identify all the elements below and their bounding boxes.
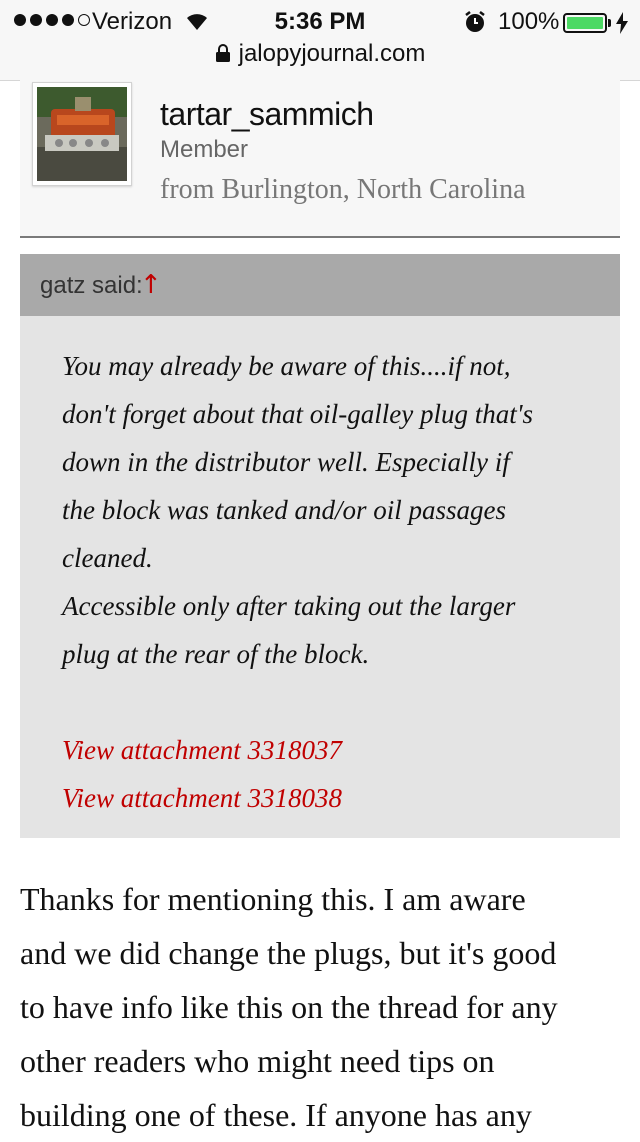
attachment-link[interactable]: View attachment 3318038 [62,783,342,813]
quote-line: the block was tanked and/or oil passages [62,495,506,525]
browser-top-bar [0,0,640,81]
post-line: to have info like this on the thread for any [20,989,558,1025]
quote-text [62,342,602,678]
quote-author: gatz said: [40,272,143,299]
quote-line: don't forget about that oil-galley plug that's [62,399,534,429]
battery-percentage: 100% [498,8,560,35]
member-card [20,80,620,238]
member-location: from Burlington, North Carolina [160,174,526,205]
battery-fill [567,17,603,29]
battery-tip [608,19,611,27]
avatar[interactable] [32,82,132,186]
clock: 5:36 PM [274,8,366,35]
quote-block [20,254,620,838]
post-line: and we did change the plugs, but it's good [20,935,557,971]
carrier-name: Verizon [92,8,173,35]
member-role: Member [160,136,249,163]
alarm-icon [463,10,487,39]
url-text: jalopyjournal.com [238,40,426,67]
battery-icon [563,13,607,33]
post-line: building one of these. If anyone has any [20,1097,532,1133]
post-line: Thanks for mentioning this. I am aware [20,881,526,917]
post-body [20,872,620,1142]
quote-line: plug at the rear of the block. [62,639,370,669]
quote-line: down in the distributor well. Especially if [62,447,510,477]
attachment-link[interactable]: View attachment 3318037 [62,735,342,765]
lock-icon [215,42,231,70]
post-line: other readers who might need tips on [20,1043,495,1079]
quote-line: cleaned. [62,543,153,573]
username[interactable]: tartar_sammich [160,96,374,132]
address-bar[interactable] [0,40,640,70]
quote-header [20,254,620,316]
jump-to-quote-arrow-icon[interactable]: ↑ [140,270,162,300]
status-bar [0,6,640,36]
engine-photo-avatar [37,87,127,181]
quote-line: Accessible only after taking out the larger [62,591,516,621]
quote-line: You may already be aware of this....if not, [62,351,511,381]
charging-bolt-icon [615,12,629,39]
